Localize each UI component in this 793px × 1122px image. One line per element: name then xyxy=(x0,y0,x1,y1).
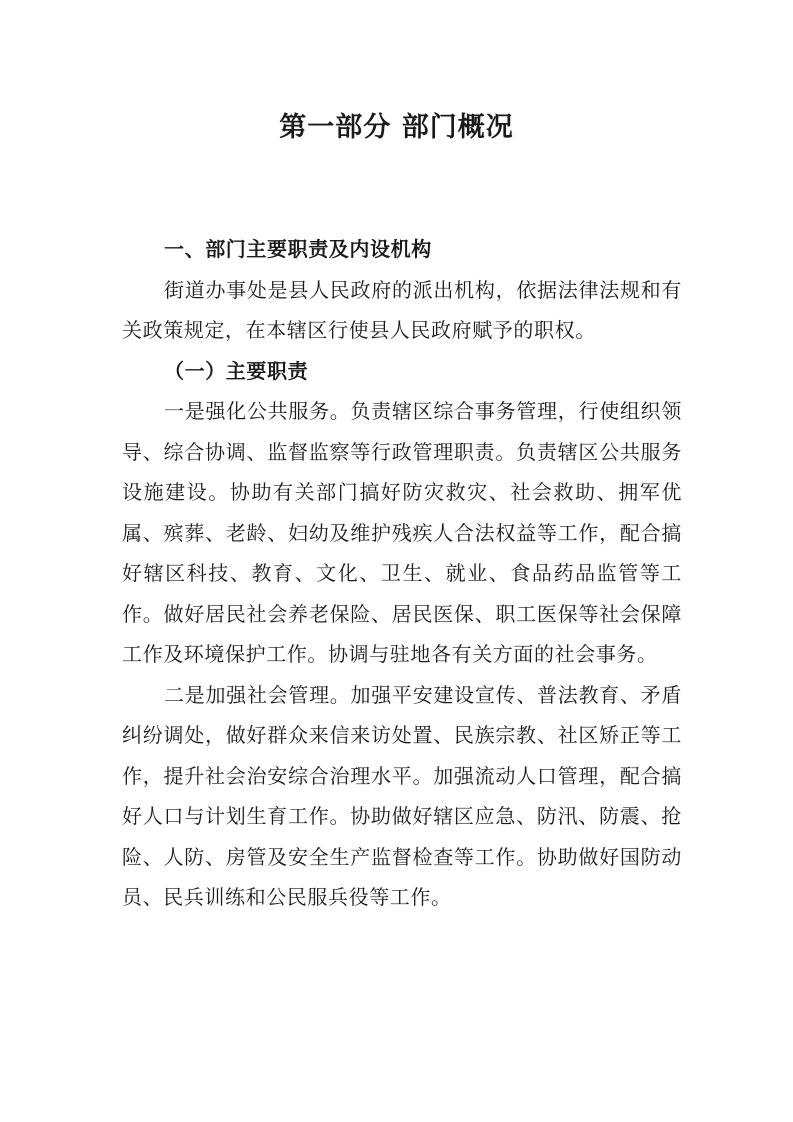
subsection-heading: （一）主要职责 xyxy=(164,358,309,383)
page-title: 第一部分 部门概况 xyxy=(279,112,514,143)
paragraph-social-management: 二是加强社会管理。加强平安建设宣传、普法教育、矛盾纠纷调处，做好群众来信来访处置、民族宗教、社区矫正等工作，提升社会治安综合治理水平。加强流动人口管理，配合搞好人口与计划生育工作。协助做好辖区应急、防汛、防震、抢险、人防、房管及安全生产监督检查等工作。协助做好国防动员、民兵训练和公民服兵役等工作。 xyxy=(122,682,682,909)
section-heading: 一、部门主要职责及内设机构 xyxy=(164,237,432,261)
document-body xyxy=(122,229,682,918)
paragraph-public-service: 一是强化公共服务。负责辖区综合事务管理，行使组织领导、综合协调、监督监察等行政管理职责。负责辖区公共服务设施建设。协助有关部门搞好防灾救灾、社会救助、拥军优属、殡葬、老龄、妇幼及维护残疾人合法权益等工作，配合搞好辖区科技、教育、文化、卫生、就业、食品药品监管等工作。做好居民社会养老保险、居民医保、职工医保等社会保障工作及环境保护工作。协调与驻地各有关方面的社会事务。 xyxy=(122,399,682,666)
intro-paragraph: 街道办事处是县人民政府的派出机构，依据法律法规和有关政策规定，在本辖区行使县人民政府赋予的职权。 xyxy=(122,277,682,342)
